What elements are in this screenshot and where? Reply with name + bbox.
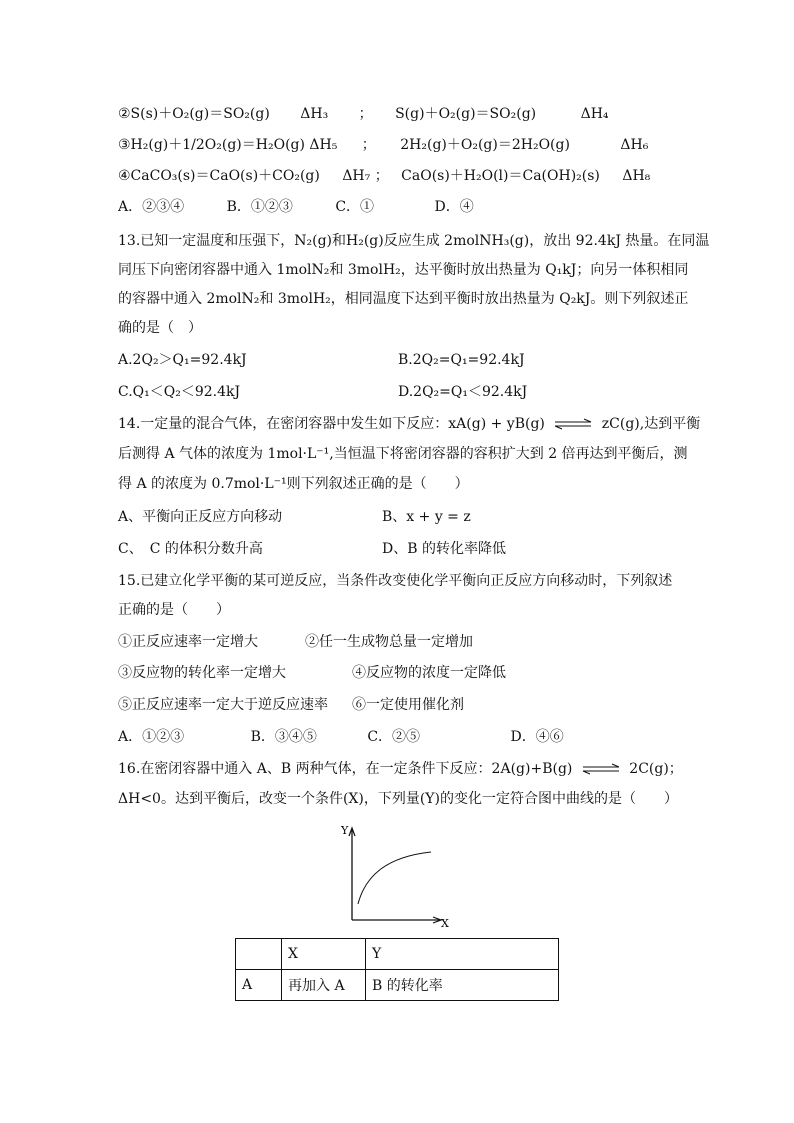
q14-option-c: C、 C 的体积分数升高 — [118, 541, 263, 557]
q15-line-2: 正确的是（ ） — [118, 602, 230, 618]
table-cell: B 的转化率 — [366, 970, 559, 1001]
q13-line-1: 13.已知一定温度和压强下，N₂(g)和H₂(g)反应生成 2molNH₃(g)，放出 92.4kJ 热量。在同温 — [118, 233, 710, 249]
q16-answer-table — [235, 938, 559, 1001]
q15-statement-1: ①正反应速率一定增大 — [118, 634, 258, 650]
q12-line-2: ②S(s)＋O₂(g)＝SO₂(g) ΔH₃ ； S(g)＋O₂(g)＝SO₂(g) ΔH₄ — [118, 106, 609, 122]
q15-statement-3: ③反应物的转化率一定增大 — [118, 665, 286, 681]
q14-option-d: D、B 的转化率降低 — [382, 541, 506, 557]
q13-option-b: B.2Q₂=Q₁=92.4kJ — [398, 352, 525, 368]
y-axis-label: Y — [341, 824, 349, 837]
table-header-cell: Y — [366, 939, 559, 970]
q14-line-2: 后测得 A 气体的浓度为 1mol·L⁻¹,当恒温下将密闭容器的容积扩大到 2 倍再达到平衡后，测 — [118, 446, 688, 462]
q15-statement-4: ④反应物的浓度一定降低 — [352, 665, 506, 681]
q16-curve-graph — [335, 822, 455, 932]
q12-options: A．②③④ B．①②③ C．① D．④ — [118, 199, 474, 215]
equilibrium-arrow-icon — [553, 418, 593, 430]
q12-line-3: ③H₂(g)＋1/2O₂(g)＝H₂O(g) ΔH₅ ； 2H₂(g)＋O₂(g)＝2H₂O(g) ΔH₆ — [118, 137, 649, 153]
equilibrium-arrow-icon — [581, 763, 621, 775]
q14-line-1: 14.一定量的混合气体，在密闭容器中发生如下反应：xA(g) + yB(g) zC(g),达到平衡 — [118, 416, 701, 432]
saturation-curve — [358, 852, 431, 904]
q13-option-d: D.2Q₂=Q₁＜92.4kJ — [398, 384, 528, 400]
q13-line-4: 确的是（ ） — [118, 320, 202, 336]
q13-option-a: A.2Q₂＞Q₁=92.4kJ — [118, 352, 247, 368]
q16-line-2: ΔH<0。达到平衡后，改变一个条件(X)，下列量(Y)的变化一定符合图中曲线的是（ ） — [118, 791, 679, 807]
table-header-cell — [236, 939, 282, 970]
table-row — [236, 970, 559, 1001]
q14-line-3: 得 A 的浓度为 0.7mol·L⁻¹则下列叙述正确的是（ ） — [118, 476, 469, 492]
q15-line-1: 15.已建立化学平衡的某可逆反应，当条件改变使化学平衡向正反应方向移动时，下列叙述 — [118, 573, 673, 589]
q13-line-2: 同压下向密闭容器中通入 1molN₂和 3molH₂，达平衡时放出热量为 Q₁kJ；向另一体积相同 — [118, 262, 689, 278]
q16-line-1: 16.在密闭容器中通入 A、B 两种气体，在一定条件下反应：2A(g)+B(g) 2C(g)； — [118, 761, 683, 777]
x-axis-label: X — [441, 917, 449, 930]
q15-options: A．①②③ B．③④⑤ C．②⑤ D．④⑥ — [118, 729, 564, 745]
q13-line-3: 的容器中通入 2molN₂和 3molH₂，相同温度下达到平衡时放出热量为 Q₂kJ。则下列叙述正 — [118, 291, 689, 307]
q12-line-4: ④CaCO₃(s)＝CaO(s)＋CO₂(g) ΔH₇ ； CaO(s)＋H₂O(l)＝Ca(OH)₂(s) ΔH₈ — [118, 168, 651, 184]
q14-option-a: A、平衡向正反应方向移动 — [118, 509, 283, 525]
table-header-cell: X — [282, 939, 366, 970]
table-cell: A — [236, 970, 282, 1001]
table-cell: 再加入 A — [282, 970, 366, 1001]
table-header-row — [236, 939, 559, 970]
q15-statement-5: ⑤正反应速率一定大于逆反应速率 — [118, 697, 328, 713]
q13-option-c: C.Q₁＜Q₂＜92.4kJ — [118, 384, 241, 400]
q15-statement-2: ②任一生成物总量一定增加 — [305, 634, 473, 650]
q15-statement-6: ⑥一定使用催化剂 — [352, 697, 464, 713]
q14-option-b: B、x + y = z — [382, 509, 471, 525]
